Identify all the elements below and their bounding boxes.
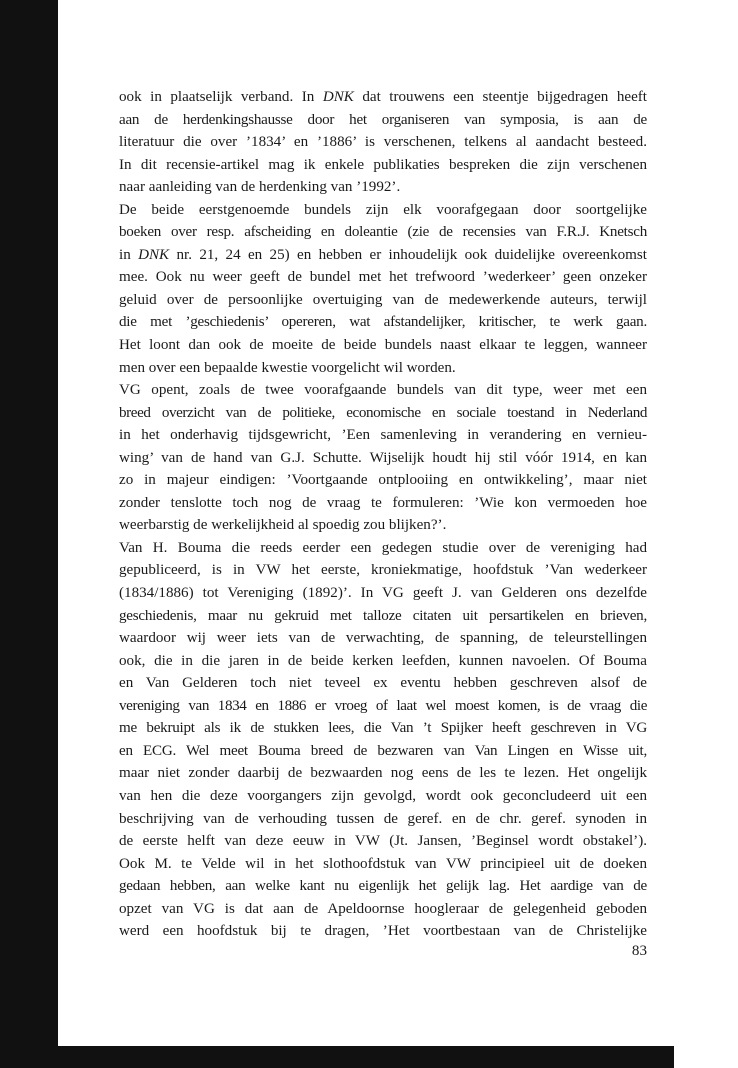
text-line <box>119 650 647 673</box>
text-segment: dat trouwens een steentje bijgedragen heeft <box>353 89 647 105</box>
text-segment: Van H. Bouma die reeds eerder een gedegen studie over de vereniging had <box>119 539 647 556</box>
text-line <box>119 266 647 289</box>
text-segment: weerbarstig de werkelijkheid al spoedig zou blijken?’. <box>119 517 447 534</box>
text-segment: en ECG. Wel meet Bouma breed de bezwaren van Van Lingen en Wisse uit, <box>119 742 647 759</box>
text-line <box>119 109 647 132</box>
text-segment: geluid over de persoonlijke overtuiging van de medewerkende auteurs, terwijl <box>119 291 647 308</box>
text-line <box>119 875 647 898</box>
text-line <box>119 717 647 740</box>
text-line <box>119 154 647 177</box>
text-line <box>119 221 647 244</box>
text-segment: ook in plaatselijk verband. In <box>119 89 323 105</box>
text-segment: breed overzicht van de politieke, economische en sociale toestand in Nederland <box>119 404 647 421</box>
text-segment: naar aanleiding van de herdenking van ’1992’. <box>119 179 401 196</box>
text-segment: wing’ van de hand van G.J. Schutte. Wijselijk houdt hij stil vóór 1914, en kan <box>119 449 647 466</box>
paragraph <box>119 379 647 537</box>
text-line <box>119 853 647 876</box>
text-line <box>119 311 647 334</box>
text-segment: men over een bepaalde kwestie voorgelicht wil worden. <box>119 359 456 376</box>
text-segment: gepubliceerd, is in VW het eerste, kroniekmatige, hoofdstuk ’Van wederkeer <box>119 562 647 579</box>
text-segment: de eerste helft van deze eeuw in VW (Jt. Jansen, ’Beginsel wordt obstakel’). <box>119 833 647 850</box>
scan-border-bottom <box>58 1046 674 1068</box>
text-line <box>119 424 647 447</box>
text-segment: De beide eerstgenoemde bundels zijn elk voorafgegaan door soortgelijke <box>119 201 647 218</box>
text-line <box>119 605 647 628</box>
text-line <box>119 740 647 763</box>
text-line <box>119 785 647 808</box>
text-line <box>119 379 647 402</box>
text-line <box>119 830 647 853</box>
text-line <box>119 334 647 357</box>
text-segment: die met ’geschiedenis’ opereren, wat afstandelijker, kritischer, te werk gaan. <box>119 314 647 331</box>
text-line <box>119 898 647 921</box>
text-segment: zo in majeur eindigen: ’Voortgaande ontplooiing en ontwikkeling’, maar niet <box>119 472 647 489</box>
paragraph <box>119 537 647 943</box>
text-segment: in het onderhavig tijdsgewricht, ’Een samenleving in verandering en vernieu- <box>119 427 647 444</box>
text-segment: werd een hoofdstuk bij te dragen, ’Het voortbestaan van de Christelijke <box>119 923 647 940</box>
text-segment: beschrijving van de verhouding tussen de geref. en de chr. geref. synoden in <box>119 810 647 827</box>
text-segment: boeken over resp. afscheiding en doleantie (zie de recensies van F.R.J. Knetsch <box>119 224 647 241</box>
text-line <box>119 514 647 537</box>
text-line <box>119 86 647 109</box>
text-segment: in <box>119 246 139 263</box>
text-segment: nr. 21, 24 en 25) en hebben er inhoudelijk ook duidelijke overeenkomst <box>169 246 647 263</box>
paragraph <box>119 199 647 379</box>
text-line <box>119 920 647 943</box>
text-line <box>119 537 647 560</box>
text-segment: (1834/1886) tot Vereniging (1892)’. In VG geeft J. van Gelderen ons dezelfde <box>119 585 647 602</box>
italic-abbreviation: DNK <box>138 246 170 263</box>
page-number: 83 <box>631 943 647 959</box>
text-segment: van hen die deze voorgangers zijn gevolgd, wordt ook geconcludeerd uit een <box>119 787 647 804</box>
text-segment: opzet van VG is dat aan de Apeldoornse hoogleraar de gelegenheid geboden <box>119 900 647 917</box>
text-line <box>119 244 647 267</box>
text-line <box>119 672 647 695</box>
text-line <box>119 559 647 582</box>
text-segment: ook, die in die jaren in de beide kerken leefden, kunnen navoelen. Of Bouma <box>119 652 647 669</box>
text-line <box>119 582 647 605</box>
text-line <box>119 199 647 222</box>
text-segment: en Van Gelderen toch niet teveel ex eventu hebben geschreven alsof de <box>119 675 647 692</box>
body-text <box>119 86 647 943</box>
text-line <box>119 695 647 718</box>
text-line <box>119 762 647 785</box>
text-segment: me bekruipt als ik de stukken lees, die Van ’t Spijker heeft geschreven in VG <box>119 720 647 737</box>
italic-abbreviation: DNK <box>322 89 354 105</box>
text-line <box>119 176 647 199</box>
text-segment: Het loont dan ook de moeite de beide bundels naast elkaar te leggen, wanneer <box>119 337 647 354</box>
text-segment: vereniging van 1834 en 1886 er vroeg of laat wel moest komen, is de vraag die <box>119 697 647 714</box>
text-segment: geschiedenis, maar nu gekruid met talloze citaten uit persartikelen en brieven, <box>119 607 647 624</box>
text-segment: maar niet zonder daarbij de bezwaarden nog eens de les te lezen. Het ongelijk <box>119 765 647 782</box>
text-segment: zonder tenslotte toch nog de vraag te formuleren: ’Wie kon vermoeden hoe <box>119 494 647 511</box>
text-line <box>119 492 647 515</box>
text-segment: Ook M. te Velde wil in het slothoofdstuk van VW principieel uit de doeken <box>119 855 647 872</box>
text-line <box>119 447 647 470</box>
text-line <box>119 131 647 154</box>
text-segment: In dit recensie-artikel mag ik enkele publikaties bespreken die zijn verschenen <box>119 156 647 173</box>
text-line <box>119 627 647 650</box>
paragraph <box>119 86 647 199</box>
text-segment: VG opent, zoals de twee voorafgaande bundels van dit type, weer met een <box>119 382 647 399</box>
text-segment: mee. Ook nu weer geeft de bundel met het trefwoord ’wederkeer’ geen onzeker <box>119 269 647 286</box>
text-line <box>119 289 647 312</box>
text-segment: waardoor wij weer iets van de verwachting, de spanning, de teleurstellingen <box>119 630 647 647</box>
scan-border-left <box>0 0 58 1068</box>
text-segment: literatuur die over ’1834’ en ’1886’ is verschenen, telkens al aandacht besteed. <box>119 134 647 151</box>
text-segment: aan de herdenkingshausse door het organiseren van symposia, is aan de <box>119 111 647 128</box>
text-line <box>119 808 647 831</box>
text-segment: gedaan hebben, aan welke kant nu eigenlijk het gelijk lag. Het aardige van de <box>119 878 647 895</box>
text-line <box>119 402 647 425</box>
text-line <box>119 357 647 380</box>
text-line <box>119 469 647 492</box>
